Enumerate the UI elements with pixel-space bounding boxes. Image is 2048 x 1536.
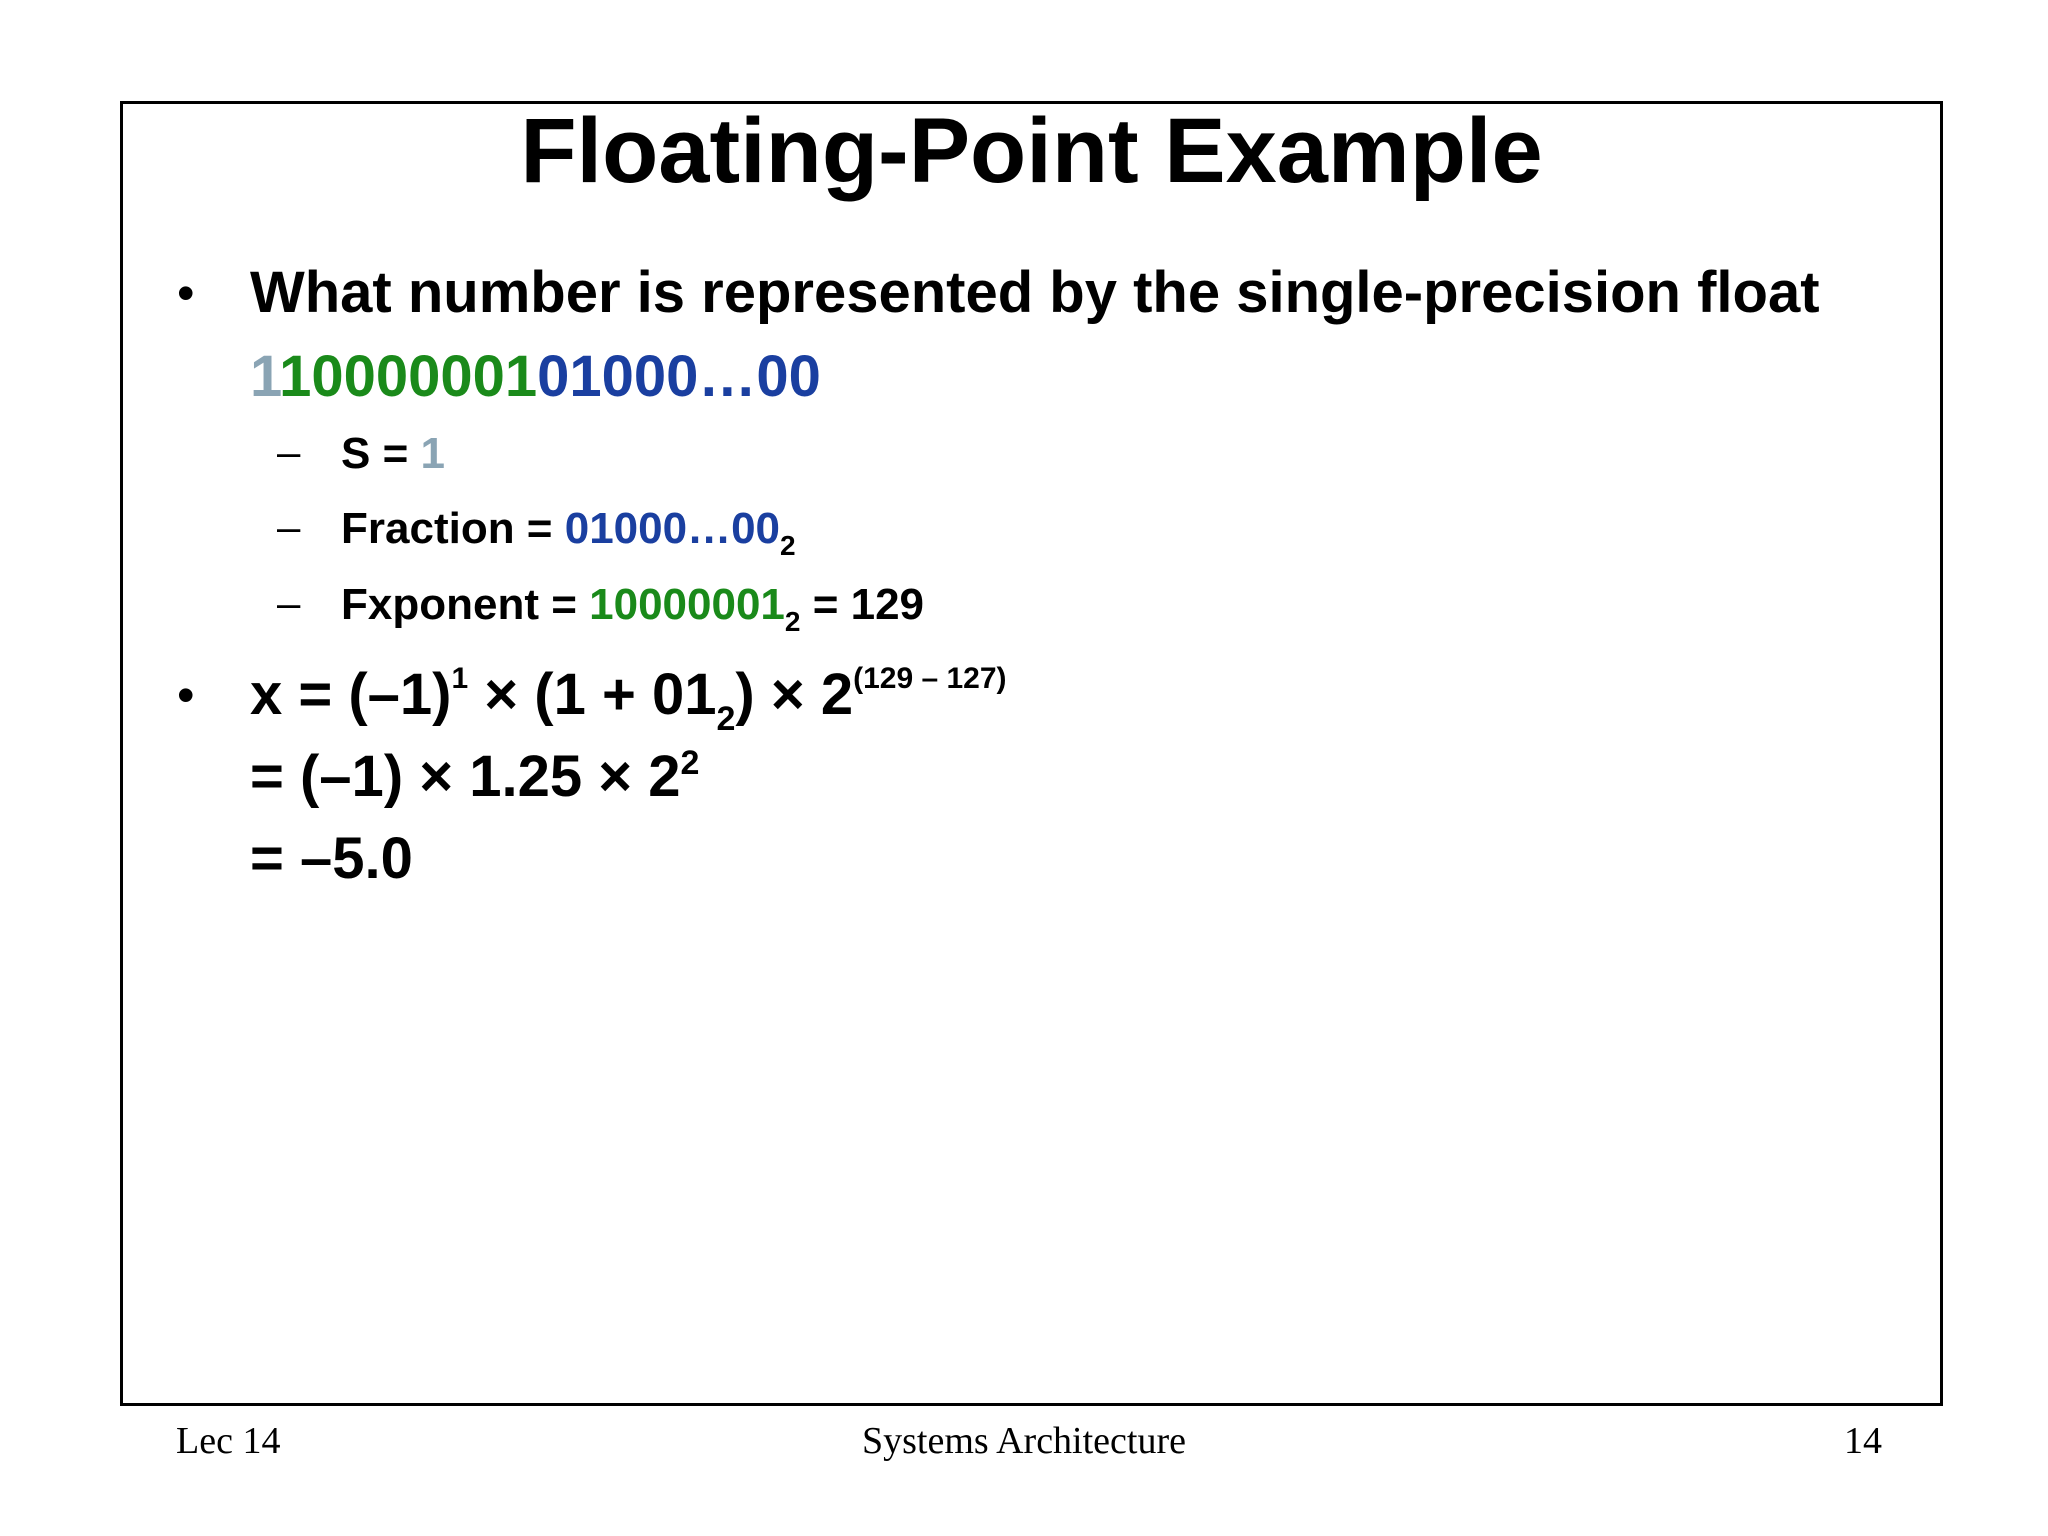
fraction-label: Fraction = (341, 504, 565, 553)
formula-part-2: × (1 + 01 (468, 662, 717, 727)
footer-page-number: 14 (1844, 1420, 1882, 1462)
slide-title: Floating-Point Example (520, 100, 1543, 202)
bit-pattern (250, 342, 821, 412)
bit-pattern-fraction: 01000…00 (537, 344, 821, 409)
question-text: What number is represented by the single-precision float (250, 260, 1820, 325)
dash-marker: – (277, 579, 301, 626)
step-2-line (250, 742, 699, 812)
bit-pattern-exponent: 10000001 (280, 344, 538, 409)
exponent-value: 10000001 (589, 580, 785, 629)
step-2-power: 2 (680, 744, 700, 782)
formula-line (250, 660, 1007, 738)
formula-base: 2 (716, 700, 736, 738)
dash-marker: – (277, 428, 301, 475)
exponent-base: 2 (784, 606, 801, 637)
sign-label: S = (341, 429, 421, 478)
step-2-text: = (–1) × 1.25 × 2 (250, 744, 681, 809)
result-line: = –5.0 (250, 826, 413, 891)
footer-course: Systems Architecture (862, 1420, 1186, 1462)
dash-marker: – (277, 503, 301, 550)
fraction-base: 2 (780, 530, 796, 561)
sign-line (341, 427, 445, 481)
formula-part-1: x = (–1) (250, 662, 452, 727)
bullet-marker: • (177, 265, 195, 321)
exponent-result: = 129 (800, 580, 925, 629)
bullet-marker: • (177, 667, 195, 723)
bit-pattern-sign: 1 (250, 344, 281, 409)
exponent-label: Fxponent = (341, 580, 590, 629)
formula-exponent: (129 – 127) (853, 662, 1007, 695)
fraction-line (341, 502, 796, 561)
sign-value: 1 (420, 429, 445, 478)
exponent-line (341, 578, 925, 637)
formula-part-3: ) × 2 (735, 662, 854, 727)
fraction-value: 01000…00 (564, 504, 781, 553)
footer-lecture: Lec 14 (176, 1420, 281, 1462)
formula-sign-power: 1 (451, 662, 469, 695)
